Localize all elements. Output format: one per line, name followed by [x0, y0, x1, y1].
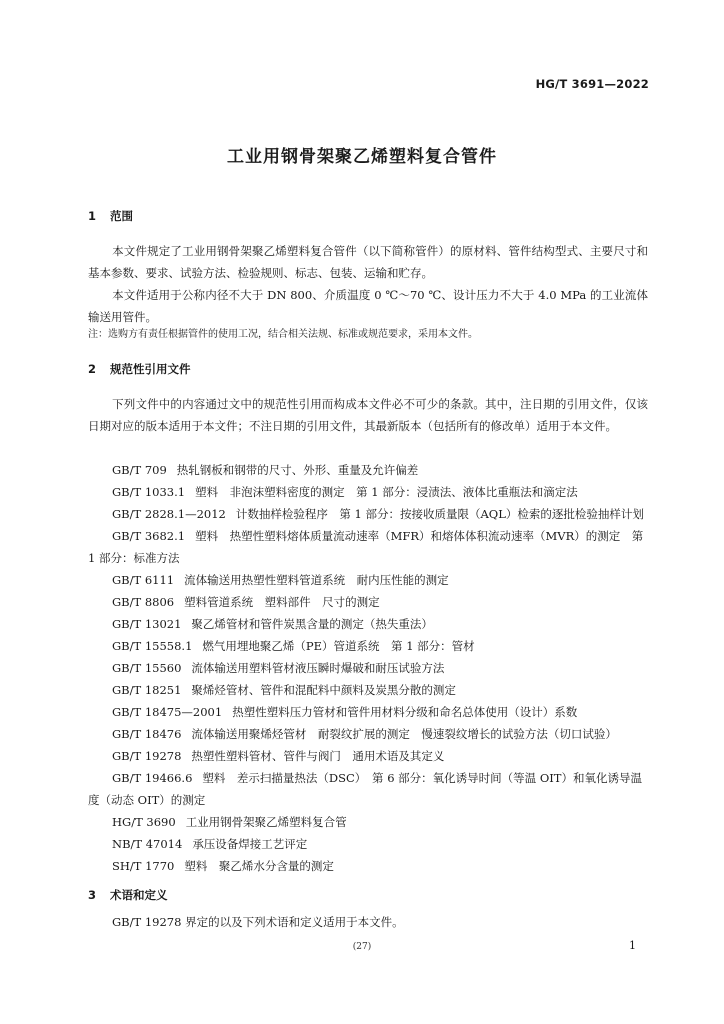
reference-item: GB/T 18475—2001 热塑性塑料压力管材和管件用材料分级和命名总体使用（设计）系数 — [112, 705, 578, 719]
reference-item: GB/T 18251 聚烯烃管材、管件和混配料中颜料及炭黑分散的测定 — [112, 683, 456, 697]
reference-item: GB/T 18476 流体输送用聚烯烃管材 耐裂纹扩展的测定 慢速裂纹增长的试验方法（切口试验） — [112, 727, 617, 741]
reference-item: GB/T 1033.1 塑料 非泡沫塑料密度的测定 第 1 部分：浸渍法、液体比重瓶法和滴定法 — [112, 485, 578, 499]
section-1-note: 注：选购方有责任根据管件的使用工况，结合相关法规、标准或规范要求，采用本文件。 — [88, 329, 478, 340]
reference-item: GB/T 15560 流体输送用塑料管材液压瞬时爆破和耐压试验方法 — [112, 661, 445, 675]
section-2-heading — [88, 361, 191, 377]
reference-item: GB/T 2828.1—2012 计数抽样检验程序 第 1 部分：按接收质量限（AQL）检索的逐批检验抽样计划 — [112, 507, 644, 521]
reference-item: NB/T 47014 承压设备焊接工艺评定 — [112, 837, 308, 851]
page-number: 1 — [629, 939, 636, 952]
reference-item: GB/T 8806 塑料管道系统 塑料部件 尺寸的测定 — [112, 595, 380, 609]
reference-item: GB/T 6111 流体输送用热塑性塑料管道系统 耐内压性能的测定 — [112, 573, 449, 587]
section-1-heading — [88, 208, 133, 224]
reference-item: GB/T 19278 热塑性塑料管材、管件与阀门 通用术语及其定义 — [112, 749, 445, 763]
reference-item: GB/T 13021 聚乙烯管材和管件炭黑含量的测定（热失重法） — [112, 617, 433, 631]
reference-item: HG/T 3690 工业用钢骨架聚乙烯塑料复合管 — [112, 815, 347, 829]
reference-item: GB/T 709 热轧钢板和钢带的尺寸、外形、重量及允许偏差 — [112, 463, 419, 477]
section-number: 3 — [88, 888, 97, 902]
standard-code: HG/T 3691—2022 — [535, 77, 649, 91]
footer-sheet-number: (27) — [352, 942, 372, 952]
reference-item: SH/T 1770 塑料 聚乙烯水分含量的测定 — [112, 859, 334, 873]
section-1-paragraph-2: 本文件适用于公称内径不大于 DN 800、介质温度 0 ℃～70 ℃、设计压力不大于 4.0 MPa 的工业流体输送用管件。 — [88, 288, 648, 324]
reference-item: GB/T 15558.1 燃气用埋地聚乙烯（PE）管道系统 第 1 部分：管材 — [112, 639, 475, 653]
reference-item: GB/T 19466.6 塑料 差示扫描量热法（DSC） 第 6 部分：氧化诱导时间（等温 OIT）和氧化诱导温度（动态 OIT）的测定 — [88, 771, 642, 807]
section-title: 范围 — [110, 209, 133, 223]
section-number: 2 — [88, 362, 97, 376]
document-title: 工业用钢骨架聚乙烯塑料复合管件 — [227, 147, 497, 167]
section-number: 1 — [88, 209, 97, 223]
section-2-intro: 下列文件中的内容通过文中的规范性引用而构成本文件必不可少的条款。其中，注日期的引用文件，仅该日期对应的版本适用于本文件；不注日期的引用文件，其最新版本（包括所有的修改单）适用于本文件。 — [88, 397, 648, 433]
section-title: 术语和定义 — [110, 888, 168, 902]
section-3-heading — [88, 887, 168, 903]
section-3-paragraph-1: GB/T 19278 界定的以及下列术语和定义适用于本文件。 — [112, 915, 404, 929]
reference-item: GB/T 3682.1 塑料 热塑性塑料熔体质量流动速率（MFR）和熔体体积流动速率（MVR）的测定 第 1 部分：标准方法 — [88, 529, 644, 565]
section-1-paragraph-1: 本文件规定了工业用钢骨架聚乙烯塑料复合管件（以下简称管件）的原材料、管件结构型式、主要尺寸和基本参数、要求、试验方法、检验规则、标志、包装、运输和贮存。 — [88, 244, 648, 280]
section-title: 规范性引用文件 — [110, 362, 191, 376]
